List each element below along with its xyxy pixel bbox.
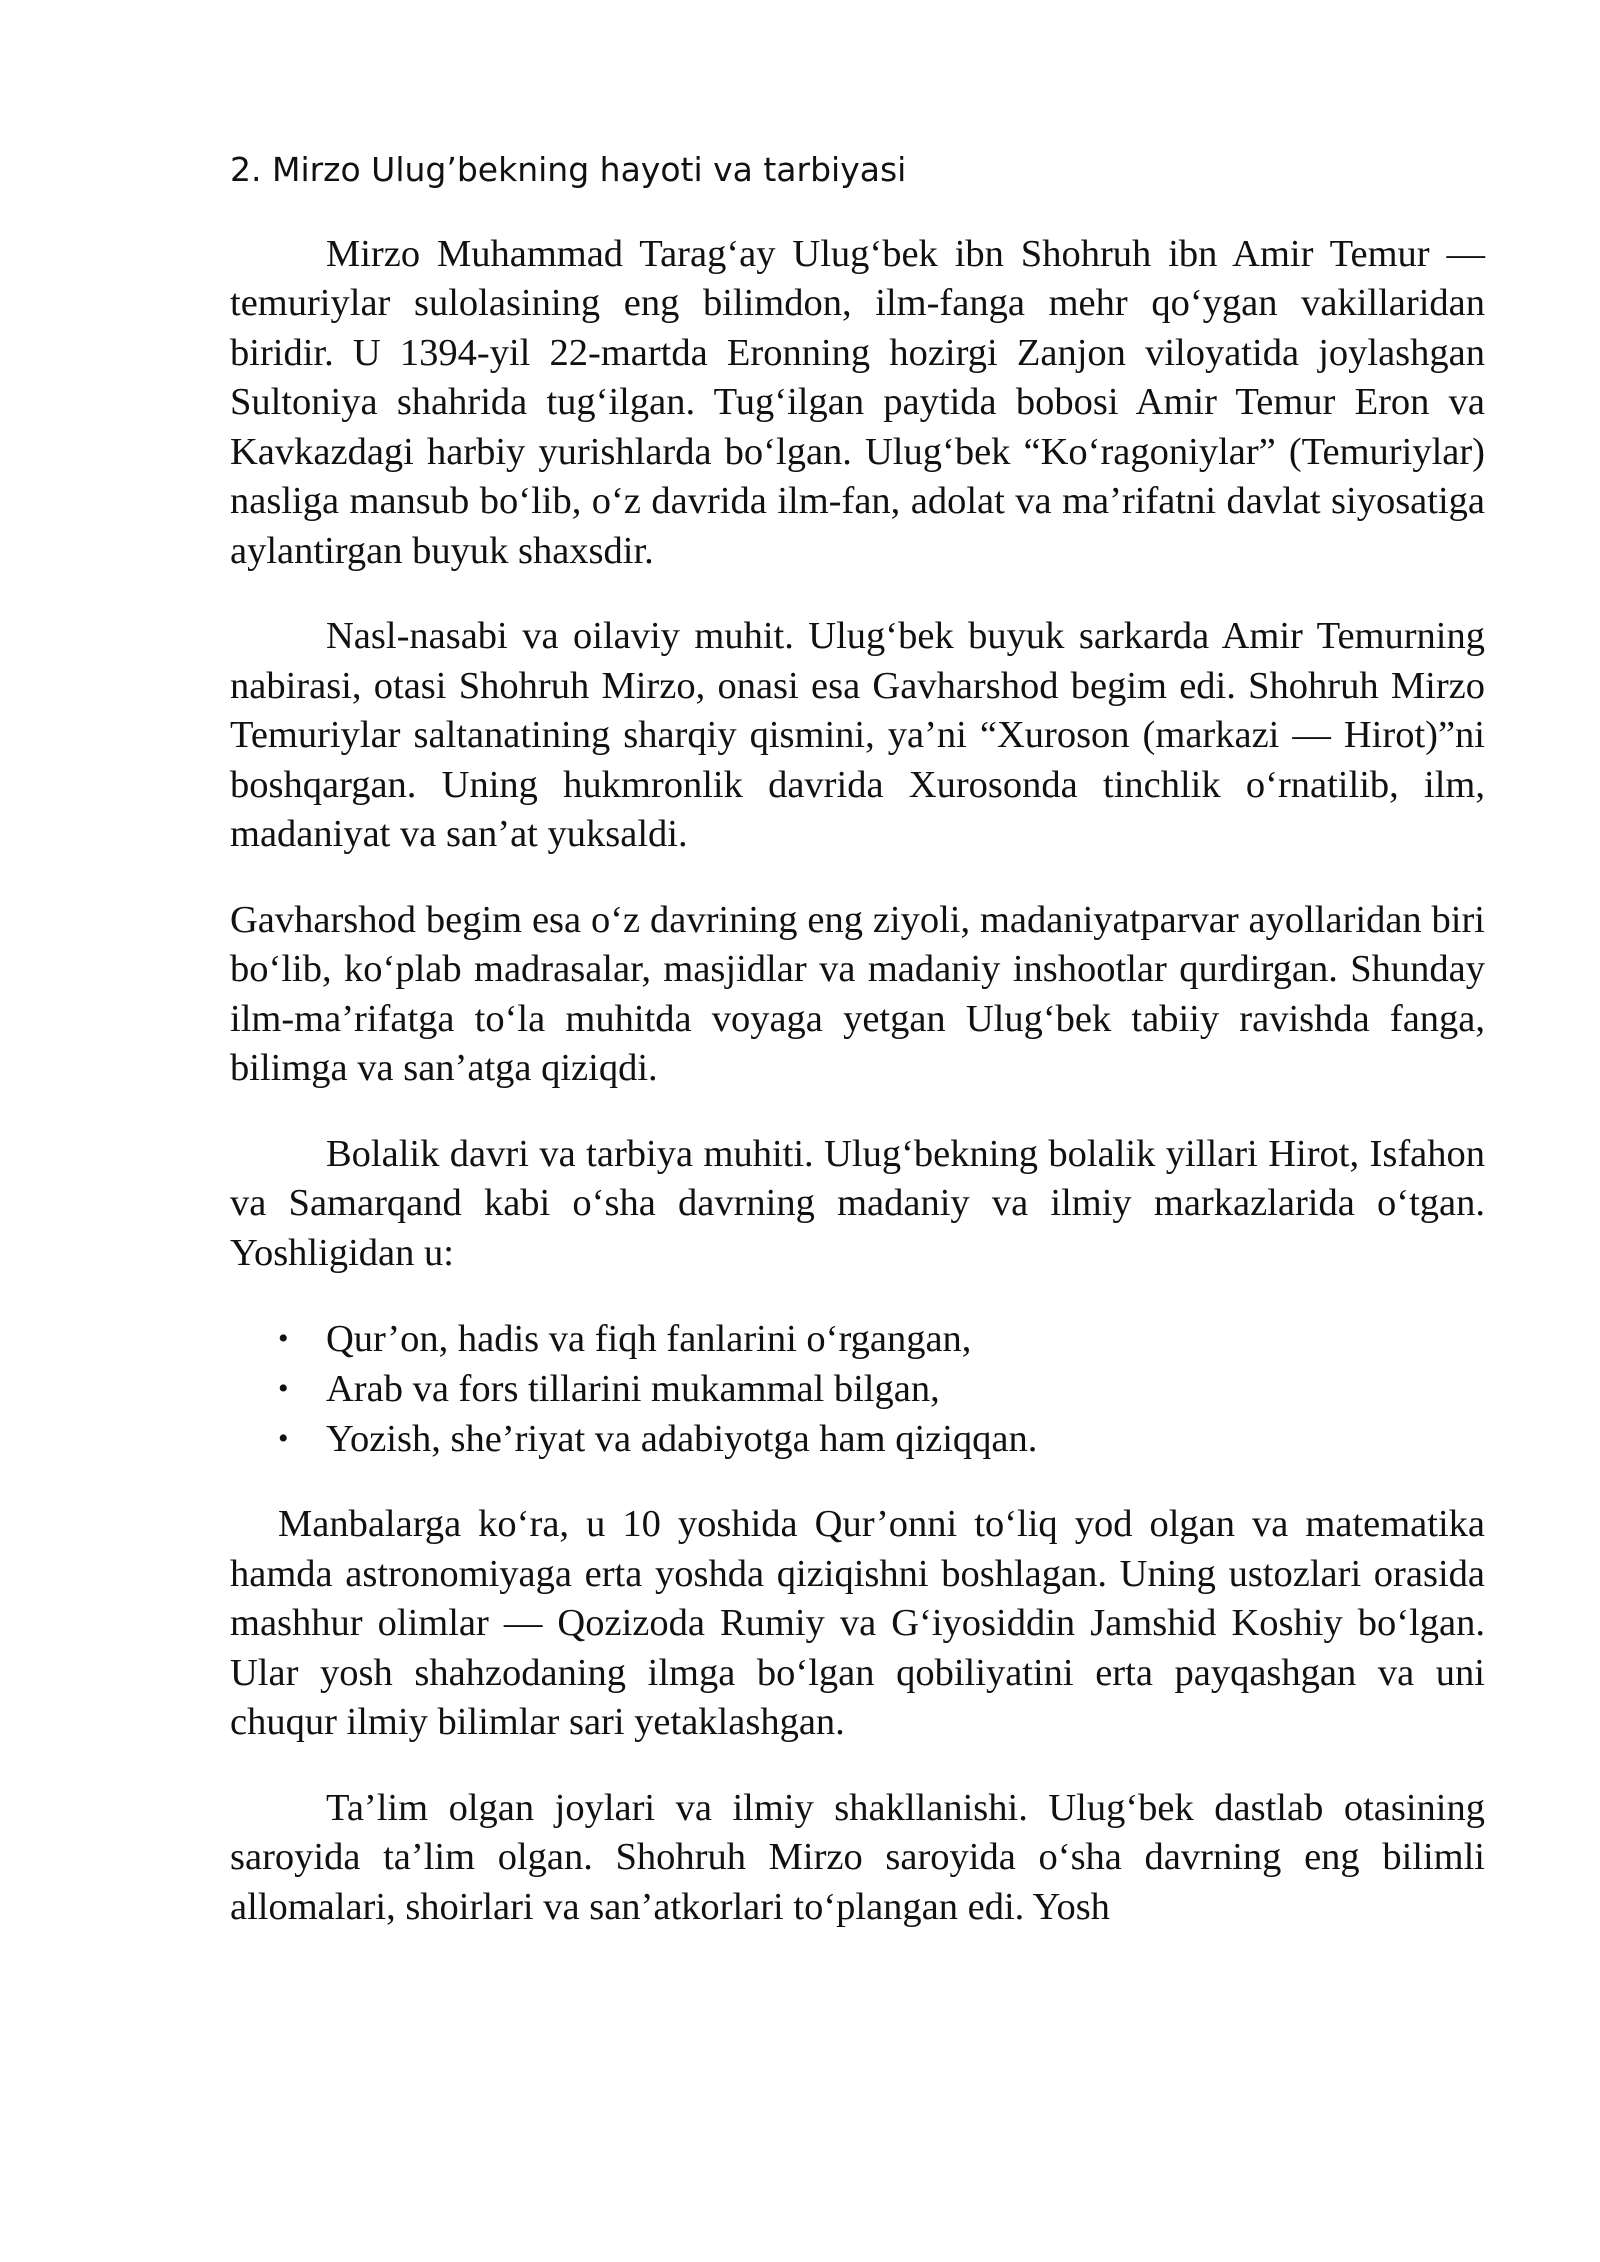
education-list — [230, 1314, 1485, 1464]
bullet-icon: • — [278, 1372, 289, 1406]
paragraph-gavharshod: Gavharshod begim esa o‘z davrining eng ziyoli, madaniyatparvar ayollaridan biri bo‘lib, ko‘plab madrasalar, masjidlar va madaniy inshootlar qurdirgan. Shunday ilm-ma’rifatga to‘la muhitda voyaga yetgan Ulug‘bek tabiiy ravishda fanga, bilimga va san’atga qiziqdi. — [230, 898, 1485, 1090]
list-item-text: Arab va fors tillarini mukammal bilgan, — [326, 1368, 940, 1411]
bullet-icon: • — [278, 1422, 289, 1456]
paragraph-education-places: Ta’lim olgan joylari va ilmiy shakllanishi. Ulug‘bek dastlab otasining saroyida ta’lim olgan. Shohruh Mirzo saroyida o‘sha davrning eng bilimli allomalari, shoirlari va san’atkorlari to‘plangan edi. Yosh — [230, 1786, 1485, 1928]
section-heading: 2. Mirzo Ulug’bekning hayoti va tarbiyasi — [230, 150, 907, 189]
list-item — [230, 1414, 1485, 1464]
paragraph-childhood: Bolalik davri va tarbiya muhiti. Ulug‘bekning bolalik yillari Hirot, Isfahon va Samarqand kabi o‘sha davrning madaniy va ilmiy markazlarida o‘tgan. Yoshligidan u: — [230, 1132, 1485, 1274]
list-item — [230, 1314, 1485, 1364]
bullet-icon: • — [278, 1322, 289, 1356]
list-item-text: Qur’on, hadis va fiqh fanlarini o‘rgangan, — [326, 1318, 972, 1361]
list-item — [230, 1364, 1485, 1414]
paragraph-lineage: Nasl-nasabi va oilaviy muhit. Ulug‘bek buyuk sarkarda Amir Temurning nabirasi, otasi Shohruh Mirzo, onasi esa Gavharshod begim edi. Shohruh Mirzo Temuriylar saltanatining sharqiy qismini, ya’ni “Xuroson (markazi — Hirot)”ni boshqargan. Uning hukmronlik davrida Xurosonda tinchlik o‘rnatilib, ilm, madaniyat va san’at yuksaldi. — [230, 615, 1485, 856]
document-page — [230, 150, 1485, 1968]
paragraph-intro: Mirzo Muhammad Tarag‘ay Ulug‘bek ibn Shohruh ibn Amir Temur — temuriylar sulolasining eng bilimdon, ilm-fanga mehr qo‘ygan vakillaridan biridir. U 1394-yil 22-martda Eronning hozirgi Zanjon viloyatida joylashgan Sultoniya shahrida tug‘ilgan. Tug‘ilgan paytida bobosi Amir Temur Eron va Kavkazdagi harbiy yurishlarda bo‘lgan. Ulug‘bek “Ko‘ragoniylar” (Temuriylar) nasliga mansub bo‘lib, o‘z davrida ilm-fan, adolat va ma’rifatni davlat siyosatiga aylantirgan buyuk shaxsdir. — [230, 232, 1485, 572]
paragraph-sources: Manbalarga ko‘ra, u 10 yoshida Qur’onni to‘liq yod olgan va matematika hamda astronomiyaga erta yoshda qiziqishni boshlagan. Uning ustozlari orasida mashhur olimlar — Qozizoda Rumiy va G‘iyosiddin Jamshid Koshiy bo‘lgan. Ular yosh shahzodaning ilmga bo‘lgan qobiliyatini erta payqashgan va uni chuqur ilmiy bilimlar sari yetaklashgan. — [230, 1503, 1485, 1744]
list-item-text: Yozish, she’riyat va adabiyotga ham qiziqqan. — [326, 1418, 1038, 1461]
